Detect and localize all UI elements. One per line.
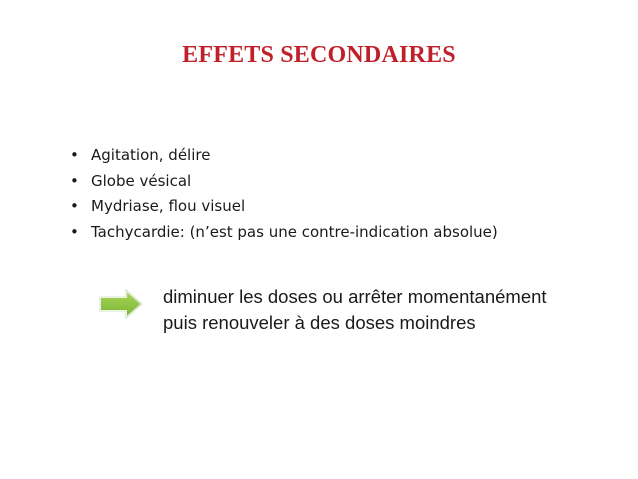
conclusion-line-2: puis renouveler à des doses moindres — [163, 312, 476, 333]
bullet-icon: • — [70, 197, 79, 215]
bullet-list — [70, 143, 498, 245]
right-arrow-icon — [98, 286, 144, 322]
arrow-shape — [100, 290, 142, 318]
bullet-text: Agitation, délire — [91, 146, 211, 164]
list-item — [70, 194, 498, 220]
bullet-icon: • — [70, 146, 79, 164]
list-item — [70, 143, 498, 169]
bullet-icon: • — [70, 171, 79, 190]
list-item — [70, 220, 498, 246]
slide-title: EFFETS SECONDAIRES — [182, 42, 456, 68]
bullet-text: Globe vésical — [91, 171, 192, 190]
conclusion-text — [163, 284, 547, 336]
bullet-text: Mydriase, flou visuel — [91, 197, 246, 215]
conclusion-line-1: diminuer les doses ou arrêter momentanément — [163, 286, 547, 307]
bullet-icon: • — [70, 222, 79, 241]
list-item — [70, 169, 498, 195]
bullet-text: Tachycardie: (n’est pas une contre-indication absolue) — [91, 222, 498, 241]
